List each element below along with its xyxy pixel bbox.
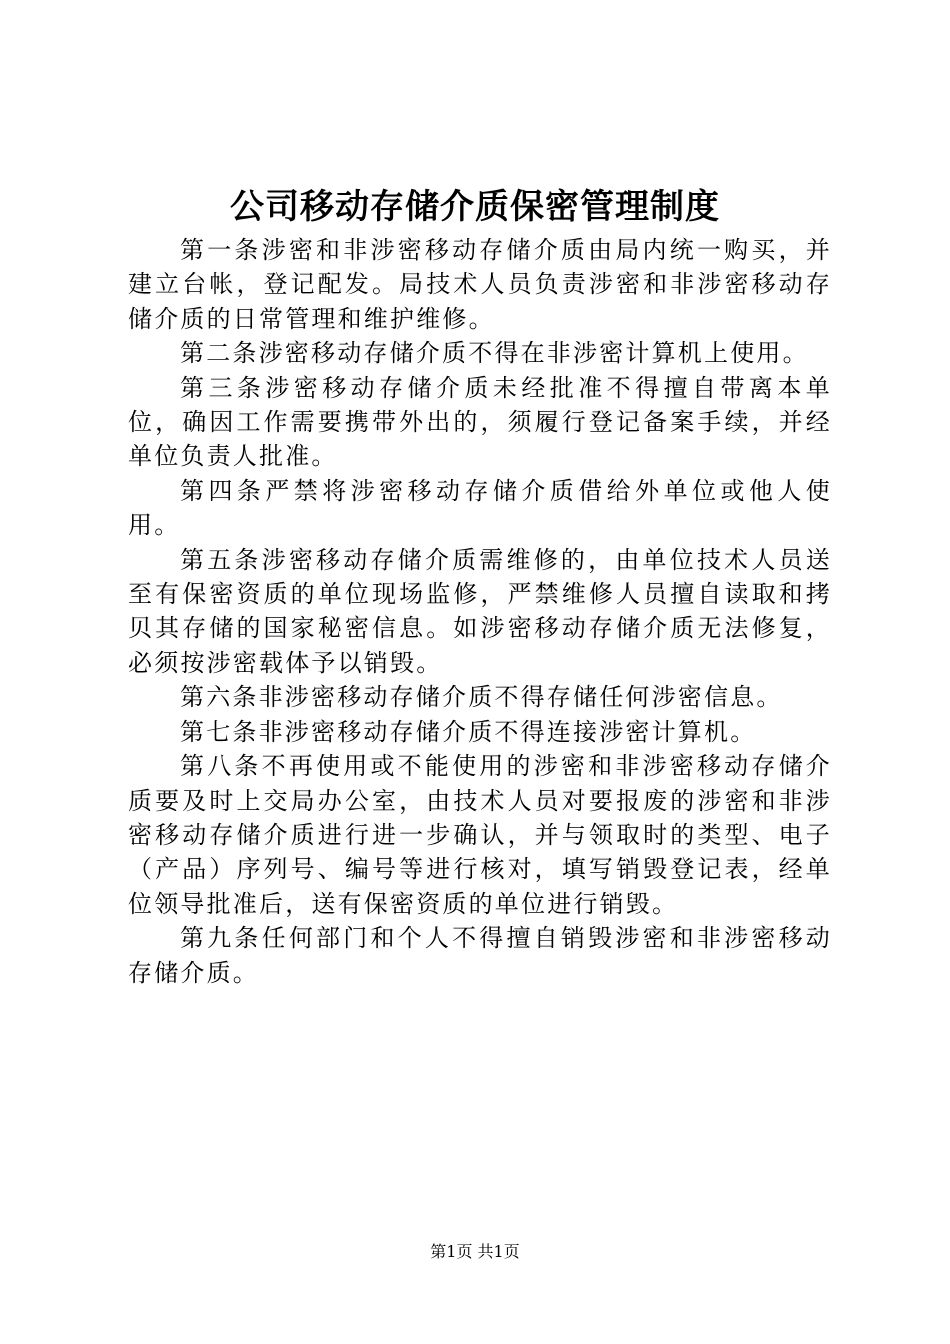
article-2: 第二条涉密移动存储介质不得在非涉密计算机上使用。 bbox=[180, 339, 809, 368]
article-9: 第九条任何部门和个人不得擅自销毁涉密和非涉密移动存储介质。 bbox=[128, 924, 832, 987]
article-7: 第七条非涉密移动存储介质不得连接涉密计算机。 bbox=[180, 717, 757, 746]
article-8: 第八条不再使用或不能使用的涉密和非涉密移动存储介质要及时上交局办公室，由技术人员对要报废的涉密和非涉密移动存储介质进行进一步确认，并与领取时的类型、电子（产品）序列号、编号等进行核对，填写销毁登记表，经单位领导批准后，送有保密资质的单位进行销毁。 bbox=[128, 752, 832, 918]
page-number-footer: 第1页 共1页 bbox=[430, 1242, 520, 1261]
document-title: 公司移动存储介质保密管理制度 bbox=[230, 187, 720, 227]
article-1: 第一条涉密和非涉密移动存储介质由局内统一购买，并建立台帐，登记配发。局技术人员负责涉密和非涉密移动存储介质的日常管理和维护维修。 bbox=[128, 236, 832, 333]
article-6: 第六条非涉密移动存储介质不得存储任何涉密信息。 bbox=[180, 683, 783, 712]
document-body bbox=[128, 233, 832, 990]
article-3: 第三条涉密移动存储介质未经批准不得擅自带离本单位，确因工作需要携带外出的，须履行登记备案手续，并经单位负责人批准。 bbox=[128, 373, 832, 471]
article-5: 第五条涉密移动存储介质需维修的，由单位技术人员送至有保密资质的单位现场监修，严禁维修人员擅自读取和拷贝其存储的国家秘密信息。如涉密移动存储介质无法修复，必须按涉密载体予以销毁。 bbox=[128, 545, 832, 677]
article-4: 第四条严禁将涉密移动存储介质借给外单位或他人使用。 bbox=[128, 476, 832, 540]
